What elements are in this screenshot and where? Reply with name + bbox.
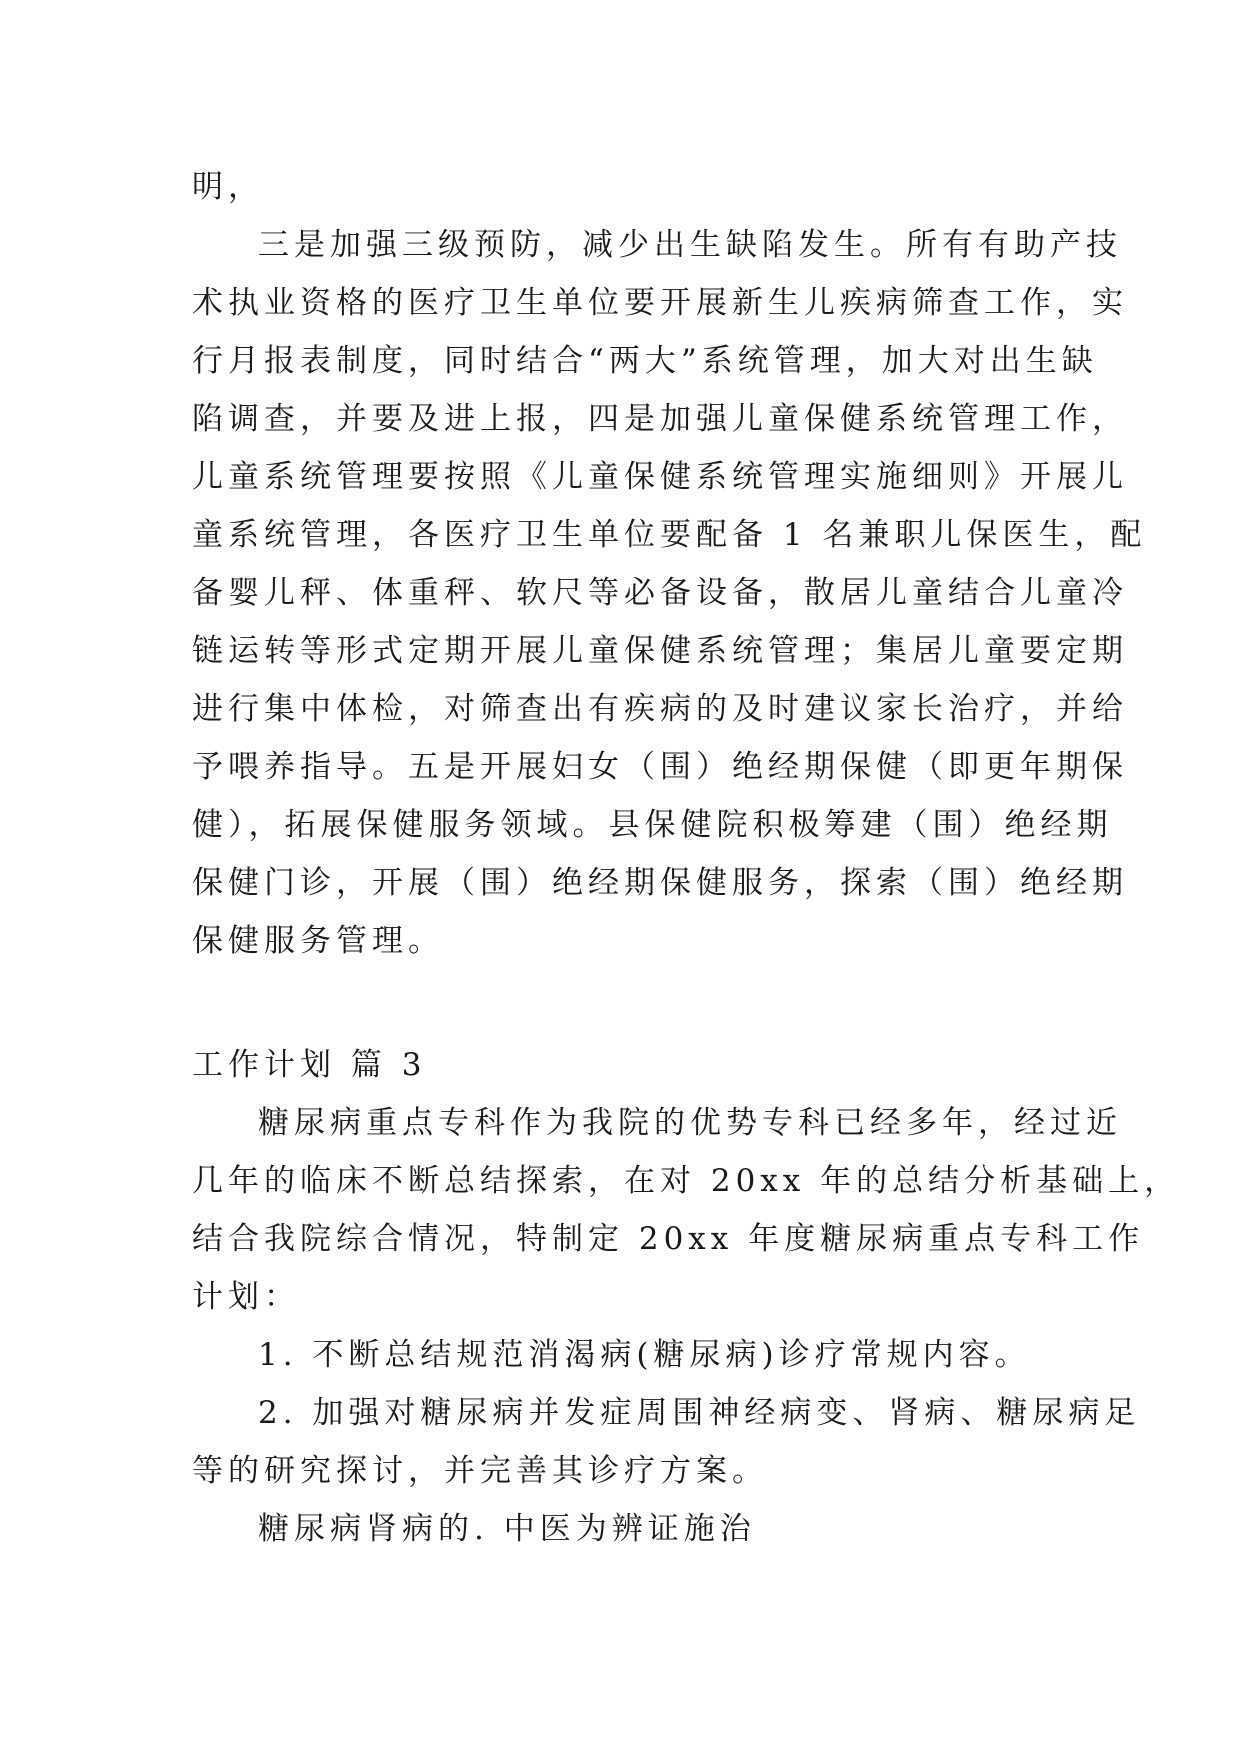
plan-line: 1. 不断总结规范消渴病(糖尿病)诊疗常规内容。 — [258, 1337, 1031, 1373]
plan-line: 几年的临床不断总结探索，在对 20xx 年的总结分析基础上， — [192, 1163, 1181, 1199]
paragraph-line: 陷调查，并要及进上报，四是加强儿童保健系统管理工作， — [192, 401, 1128, 437]
paragraph-line: 保健门诊，开展（围）绝经期保健服务，探索（围）绝经期 — [192, 865, 1128, 901]
plan-line: 等的研究探讨，并完善其诊疗方案。 — [192, 1453, 768, 1489]
plan-line: 工作计划 篇 3 — [192, 1047, 427, 1083]
plan-line: 糖尿病肾病的. 中医为辨证施治 — [258, 1511, 756, 1547]
paragraph-line: 行月报表制度，同时结合“两大”系统管理，加大对出生缺 — [192, 343, 1098, 379]
plan-line: 计划： — [192, 1279, 300, 1315]
paragraph-line: 链运转等形式定期开展儿童保健系统管理；集居儿童要定期 — [192, 633, 1128, 669]
work-plan-section — [192, 1036, 1181, 1558]
paragraph-line: 备婴儿秤、体重秤、软尺等必备设备，散居儿童结合儿童冷 — [192, 575, 1128, 611]
paragraph-line: 明， — [192, 169, 264, 205]
paragraph-line: 儿童系统管理要按照《儿童保健系统管理实施细则》开展儿 — [192, 459, 1128, 495]
paragraph-line: 予喂养指导。五是开展妇女（围）绝经期保健（即更年期保 — [192, 749, 1128, 785]
paragraph-line: 进行集中体检，对筛查出有疾病的及时建议家长治疗，并给 — [192, 691, 1128, 727]
plan-line: 2. 加强对糖尿病并发症周围神经病变、肾病、糖尿病足 — [258, 1395, 1141, 1431]
paragraph-line: 保健服务管理。 — [192, 923, 444, 959]
paragraph-line: 三是加强三级预防，减少出生缺陷发生。所有有助产技 — [258, 227, 1122, 263]
body-text-section — [192, 158, 1147, 970]
plan-line: 结合我院综合情况，特制定 20xx 年度糖尿病重点专科工作 — [192, 1221, 1145, 1257]
paragraph-line: 童系统管理，各医疗卫生单位要配备 1 名兼职儿保医生，配 — [192, 517, 1147, 553]
paragraph-line: 健），拓展保健服务领域。县保健院积极筹建（围）绝经期 — [192, 807, 1113, 843]
plan-line: 糖尿病重点专科作为我院的优势专科已经多年，经过近 — [258, 1105, 1122, 1141]
paragraph-line: 术执业资格的医疗卫生单位要开展新生儿疾病筛查工作，实 — [192, 285, 1128, 321]
